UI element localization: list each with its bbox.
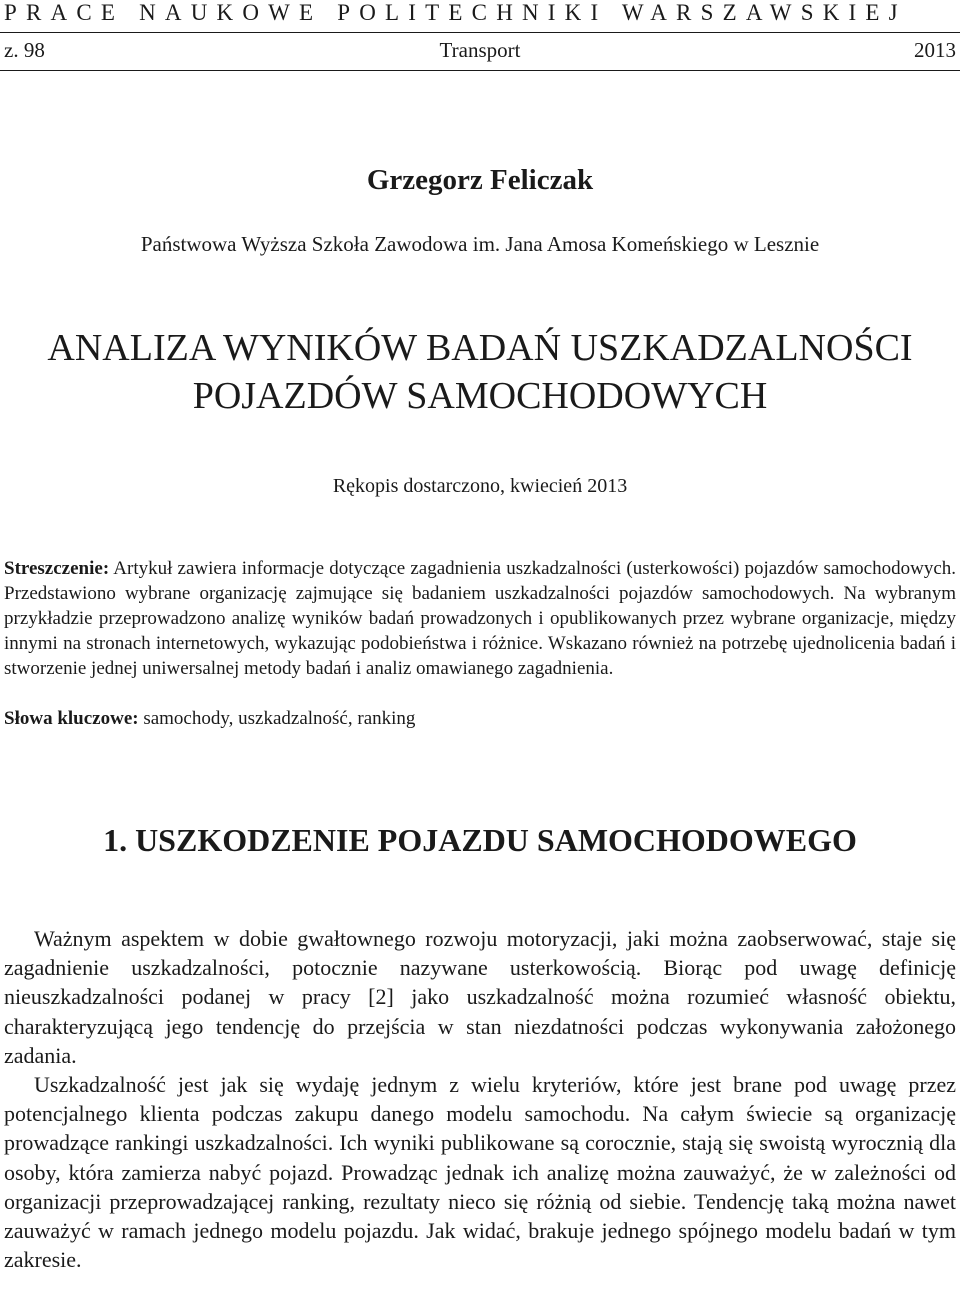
body-text xyxy=(4,924,956,1274)
journal-series-title: PRACE NAUKOWE POLITECHNIKI WARSZAWSKIEJ xyxy=(4,0,907,25)
keywords-text: samochody, uszkadzalność, ranking xyxy=(143,708,416,729)
abstract-text: Artykuł zawiera informacje dotyczące zagadnienia uszkadzalności (usterkowości) pojazdów samochodowych. Przedstawiono wybrane organizację zajmujące się badaniem uszkadzalności pojazdów samochodowych. Na wybranym przykładzie przeprowadzono analizę wyników badań prowadzonych i opublikowanych przez wybrane organizacje, między innymi na stronach internetowych, wykazując podobieństwa i różnice. Wskazano również na potrzebę ujednolicenia badań i stworzenie jednej uniwersalnej metody badań i analiz omawianego zagadnienia. xyxy=(4,558,957,679)
paper-title-line-2: POJAZDÓW SAMOCHODOWYCH xyxy=(192,375,768,417)
paper-title xyxy=(0,324,960,420)
keywords xyxy=(4,706,956,731)
journal-name: Transport xyxy=(439,38,521,62)
keywords-label: Słowa kluczowe: xyxy=(4,708,139,729)
received-date: Rękopis dostarczono, kwiecień 2013 xyxy=(332,475,628,497)
author-name: Grzegorz Feliczak xyxy=(366,164,594,196)
issue-number: z. 98 xyxy=(4,38,45,62)
body-paragraph: Ważnym aspektem w dobie gwałtownego rozwoju motoryzacji, jaki można zaobserwować, staje się zagadnienie uszkadzalności, potocznie nazywane usterkowością. Biorąc pod uwagę definicję nieuszkadzalności podanej w pracy [2] jako uszkadzalność można rozumieć własność obiektu, charakteryzującą jego tendencję do przejścia w stan niezdatności podczas wykonywania założonego zadania. xyxy=(4,926,956,1068)
header-rule-bottom xyxy=(0,70,960,71)
paper-title-line-1: ANALIZA WYNIKÓW BADAŃ USZKADZALNOŚCI xyxy=(47,327,913,369)
abstract xyxy=(4,556,956,681)
body-paragraph: Uszkadzalność jest jak się wydaję jednym z wielu kryteriów, które jest brane pod uwagę przez potencjalnego klienta podczas zakupu danego modelu samochodu. Na całym świecie są organizację prowadzące rankingi uszkadzalności. Ich wyniki publikowane są corocznie, stają się swoistą wyrocznią dla osoby, która zamierza nabyć pojazd. Prowadząc jednak ich analizę można zauważyć, że w zależności od organizacji przeprowadzającej ranking, rezultaty nieco się różnią od siebie. Tendencję taką można nawet zauważyć w ramach jednego modelu pojazdu. Jak widać, brakuje jednego spójnego modelu badań w tym zakresie. xyxy=(4,1072,956,1273)
author-affiliation: Państwowa Wyższa Szkoła Zawodowa im. Jana Amosa Komeńskiego w Lesznie xyxy=(140,232,820,256)
section-heading: 1. USZKODZENIE POJAZDU SAMOCHODOWEGO xyxy=(103,822,857,858)
publication-year: 2013 xyxy=(914,38,956,62)
header-rule-top xyxy=(0,32,960,33)
abstract-label: Streszczenie: xyxy=(4,558,110,579)
